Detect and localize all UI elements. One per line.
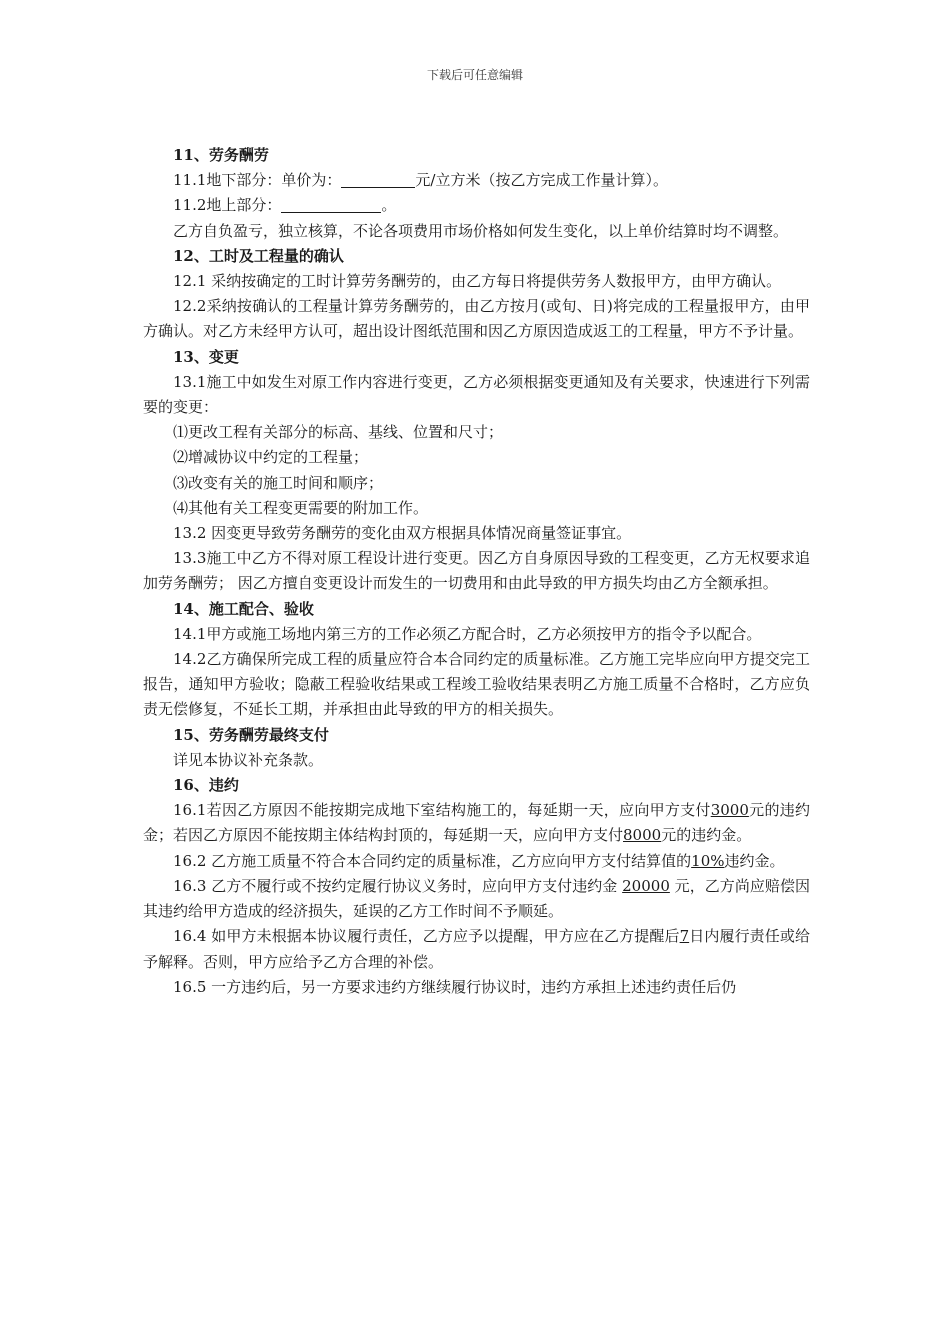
clause-13-3: 13.3施工中乙方不得对原工程设计进行变更。因乙方自身原因导致的工程变更，乙方无权要求追加劳务酬劳； 因乙方擅自变更设计而发生的一切费用和由此导致的甲方损失均由乙方全额承担。 xyxy=(143,549,810,593)
price-blank-aboveground xyxy=(281,197,381,213)
clause-11-3: 乙方自负盈亏，独立核算，不论各项费用市场价格如何发生变化，以上单价结算时均不调整。 xyxy=(173,221,789,240)
section-15-heading: 15、劳务酬劳最终支付 xyxy=(173,725,329,744)
delay-penalty-basement: 3000 xyxy=(710,801,749,820)
list-item-13-1: ⑴更改工程有关部分的标高、基线、位置和尺寸； xyxy=(173,423,504,442)
page-header: 下载后可任意编辑 xyxy=(426,68,523,82)
clause-14-1: 14.1甲方或施工场地内第三方的工作必须乙方配合时，乙方必须按甲方的指令予以配合。 xyxy=(173,624,762,643)
price-blank-underground xyxy=(341,172,415,188)
clause-16-3: 16.3 乙方不履行或不按约定履行协议义务时，应向甲方支付违约金 20000 元，乙方尚应赔偿因其违约给甲方造成的经济损失，延误的乙方工作时间不予顺延。 xyxy=(143,876,810,921)
list-item-13-2: ⑵增减协议中约定的工程量； xyxy=(173,448,369,467)
document-body xyxy=(143,143,810,1000)
clause-16-5: 16.5 一方违约后，另一方要求违约方继续履行协议时，违约方承担上述违约责任后仍 xyxy=(173,977,737,996)
section-13-heading: 13、变更 xyxy=(173,347,239,366)
section-12-heading: 12、工时及工程量的确认 xyxy=(173,246,344,265)
clause-11-2: 11.2地上部分： 。 xyxy=(173,196,397,215)
delay-penalty-topping: 8000 xyxy=(623,826,662,845)
quality-penalty-rate: 10% xyxy=(691,851,725,870)
clause-16-4: 16.4 如甲方未根据本协议履行责任，乙方应予以提醒，甲方应在乙方提醒后7日内履行责任或给予解释。否则，甲方应给予乙方合理的补偿。 xyxy=(143,927,810,971)
section-11-heading: 11、劳务酬劳 xyxy=(173,146,269,164)
reminder-days: 7 xyxy=(679,927,690,946)
list-item-13-3: ⑶改变有关的施工时间和顺序； xyxy=(173,473,384,492)
clause-16-2: 16.2 乙方施工质量不符合本合同约定的质量标准，乙方应向甲方支付结算值的10%违约金。 xyxy=(173,851,785,870)
section-14-heading: 14、施工配合、验收 xyxy=(173,599,314,618)
clause-13-2: 13.2 因变更导致劳务酬劳的变化由双方根据具体情况商量签证事宜。 xyxy=(173,524,632,543)
section-16-heading: 16、违约 xyxy=(173,776,239,795)
clause-15-1: 详见本协议补充条款。 xyxy=(173,750,324,769)
clause-12-1: 12.1 采纳按确定的工时计算劳务酬劳的，由乙方每日将提供劳务人数报甲方，由甲方确认。 xyxy=(173,272,782,291)
clause-11-1: 11.1地下部分：单价为： 元/立方米（按乙方完成工作量计算）。 xyxy=(173,171,668,190)
clause-13-1: 13.1施工中如发生对原工作内容进行变更，乙方必须根据变更通知及有关要求，快速进行下列需要的变更： xyxy=(143,372,810,417)
clause-14-2: 14.2乙方确保所完成工程的质量应符合本合同约定的质量标准。乙方施工完毕应向甲方提交完工报告，通知甲方验收；隐蔽工程验收结果或工程竣工验收结果表明乙方施工质量不合格时，乙方应负责无偿修复，不延长工期，并承担由此导致的甲方的相关损失。 xyxy=(143,650,810,719)
clause-12-2: 12.2采纳按确认的工程量计算劳务酬劳的，由乙方按月(或旬、日)将完成的工程量报甲方，由甲方确认。对乙方未经甲方认可，超出设计图纸范围和因乙方原因造成返工的工程量，甲方不予计量。 xyxy=(143,297,810,341)
clause-16-1: 16.1若因乙方原因不能按期完成地下室结构施工的，每延期一天，应向甲方支付3000元的违约金；若因乙方原因不能按期主体结构封顶的，每延期一天，应向甲方支付8000元的违约金。 xyxy=(143,801,810,845)
breach-penalty-amount: 20000 xyxy=(622,876,670,895)
list-item-13-4: ⑷其他有关工程变更需要的附加工作。 xyxy=(173,498,429,517)
